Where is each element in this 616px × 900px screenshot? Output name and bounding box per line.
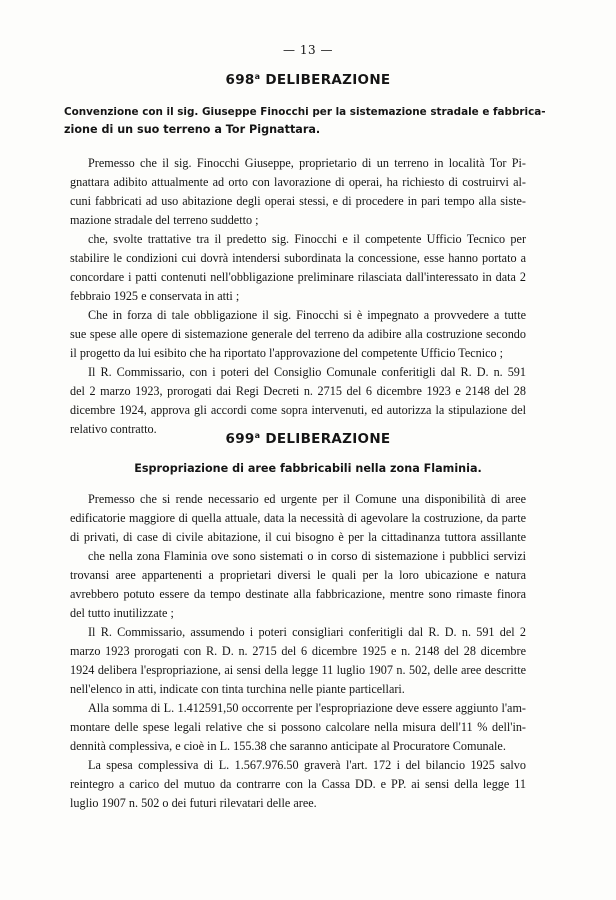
paragraph-line: edificatorie maggiore di quella attuale, data la necessità di agevolare la costruzione, da parte — [70, 511, 526, 525]
paragraph-line: dicembre 1924, approva gli accordi come sopra intervenuti, ed autorizza la stipulazione del — [70, 403, 526, 417]
paragraph-line: gnattara adibito attualmente ad orto con lavorazione di operai, ha richiesto di costruirvi al- — [70, 175, 526, 189]
deliberation-699-subject: Espropriazione di aree fabbricabili nella zona Flaminia. — [134, 462, 482, 475]
paragraph-line: del 2 marzo 1923, prorogati dai Regi Decreti n. 2715 del 6 dicembre 1923 e 2148 del 28 — [70, 384, 526, 398]
deliberation-698-subject — [64, 104, 550, 138]
paragraph-line: Premesso che il sig. Finocchi Giuseppe, proprietario di un terreno in località Tor Pi- — [88, 156, 526, 170]
paragraph-line: sue spese alle opere di sistemazione generale del terreno da adibire alla costruzione secondo — [70, 327, 526, 341]
paragraph-line: di privati, di case di civile abitazione, il cui bisogno è per la cittadinanza tuttora assillante — [70, 530, 526, 544]
paragraph-line: montare delle spese legali relative che si possono calcolare nella misura dell'11 % dell'in- — [70, 720, 526, 734]
paragraph-line: marzo 1923 prorogati con R. D. n. 2715 del 6 dicembre 1925 e n. 2148 del 28 dicembre — [70, 644, 526, 658]
paragraph-line: febbraio 1925 e conservata in atti ; — [70, 289, 240, 303]
paragraph-line: che, svolte trattative tra il predetto sig. Finocchi e il competente Ufficio Tecnico per — [88, 232, 526, 246]
paragraph-line: luglio 1907 n. 502 o dei futuri rilevatari delle aree. — [70, 796, 317, 810]
deliberation-698-heading — [0, 72, 616, 88]
subject-line: Convenzione con il sig. Giuseppe Finocchi per la sistemazione stradale e fabbrica- — [64, 106, 546, 118]
paragraph-line: Alla somma di L. 1.412591,50 occorrente per l'espropriazione deve essere aggiunto l'am- — [88, 701, 526, 715]
ordinal-suffix: a — [254, 431, 261, 440]
paragraph-line: concordare i patti contenuti nell'obbligazione preliminare rilasciata dall'interessato in data 2 — [70, 270, 526, 284]
paragraph-line: cuni fabbricati ad uso abitazione degli operai stessi, e di procedere in pari tempo alla siste- — [70, 194, 526, 208]
subject-line: zione di un suo terreno a Tor Pignattara. — [64, 123, 321, 136]
paragraph-line: 1924 delibera l'espropriazione, ai sensi della legge 11 luglio 1907 n. 502, delle aree descritte — [70, 663, 526, 677]
paragraph-line: nell'elenco in atti, indicate con tinta turchina nelle piante particellari. — [70, 682, 405, 696]
deliberation-number: 699 — [225, 431, 255, 447]
paragraph-line: avrebbero potuto essere da tempo destinate alla fabbricazione, mentre sono rimaste finora — [70, 587, 526, 601]
paragraph-line: dennità complessiva, e cioè in L. 155.38 che saranno anticipate al Procuratore Comunale. — [70, 739, 506, 753]
deliberation-number: 698 — [225, 72, 255, 88]
deliberation-699-heading — [0, 431, 616, 447]
deliberation-label: DELIBERAZIONE — [265, 72, 391, 88]
paragraph-line: trovansi aree appartenenti a proprietari diversi le quali per la loro ubicazione e natura — [70, 568, 526, 582]
paragraph-line: Il R. Commissario, con i poteri del Consiglio Comunale conferitigli dal R. D. n. 591 — [88, 365, 526, 379]
paragraph-line: Premesso che si rende necessario ed urgente per il Comune una disponibilità di aree — [88, 492, 526, 506]
paragraph-line: reintegro a carico del mutuo da contrarre con la Cassa DD. e PP. ai sensi della legge 11 — [70, 777, 526, 791]
paragraph-line: Il R. Commissario, assumendo i poteri consigliari conferitigli dal R. D. n. 591 del 2 — [88, 625, 526, 639]
paragraph-line: il progetto da lui esibito che ha riportato l'approvazione del competente Ufficio Tecnico ; — [70, 346, 504, 360]
paragraph-line: Che in forza di tale obbligazione il sig. Finocchi si è impegnato a provvedere a tutte — [88, 308, 526, 322]
paragraph-line: che nella zona Flaminia ove sono sistemati o in corso di sistemazione i pubblici servizi — [88, 549, 526, 563]
paragraph-line: del tutto inutilizzate ; — [70, 606, 174, 620]
paragraph-line: mazione stradale del terreno suddetto ; — [70, 213, 259, 227]
page-number: — 13 — — [283, 43, 333, 57]
ordinal-suffix: a — [254, 72, 261, 81]
paragraph-line: relativo contratto. — [70, 422, 157, 436]
deliberation-label: DELIBERAZIONE — [265, 431, 391, 447]
paragraph-line: La spesa complessiva di L. 1.567.976.50 graverà l'art. 172 i del bilancio 1925 salvo — [88, 758, 526, 772]
paragraph-line: stabilire le condizioni cui dovrà intendersi subordinata la concessione, esse hanno portato a — [70, 251, 526, 265]
